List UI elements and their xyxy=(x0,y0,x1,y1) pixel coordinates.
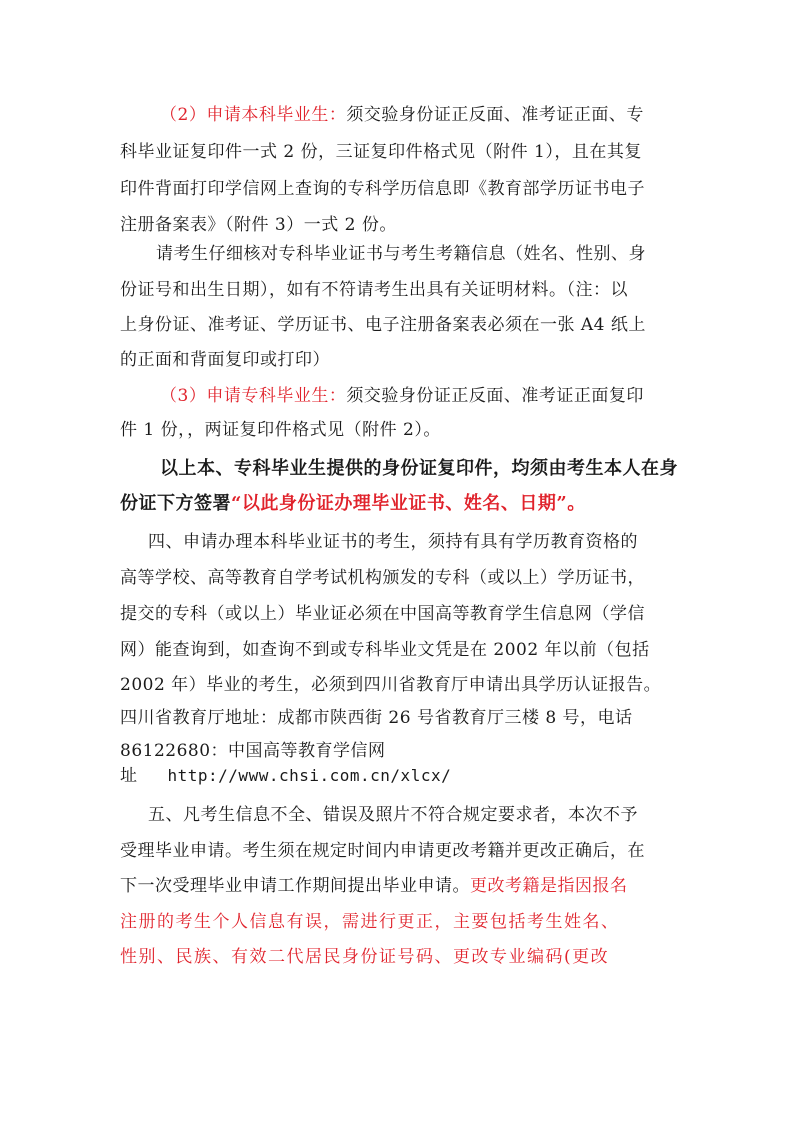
sign-line-1: 以上本、专科毕业生提供的身份证复印件，均须由考生本人在身 xyxy=(160,458,678,479)
p2-line-2: 科毕业证复印件一式 2 份，三证复印件格式见（附件 1），且在其复 xyxy=(120,142,642,162)
s4-line-2: 高等学校、高等教育自学考试机构颁发的专科（或以上）学历证书， xyxy=(120,568,645,588)
p2-line-3: 印件背面打印学信网上查询的专科学历信息即《教育部学历证书电子 xyxy=(120,179,645,199)
s4-line-6: 四川省教育厅地址：成都市陕西街 26 号省教育厅三楼 8 号，电话 xyxy=(120,708,633,728)
s4-line-3: 提交的专科（或以上）毕业证必须在中国高等教育学生信息网（学信 xyxy=(120,604,645,624)
check-line-3: 上身份证、准考证、学历证书、电子注册备案表必须在一张 A4 纸上 xyxy=(120,315,646,335)
s5-line-2: 受理毕业申请。考生须在规定时间内申请更改考籍并更改正确后，在 xyxy=(120,841,645,861)
check-line-1: 请考生仔细核对专科毕业证书与考生考籍信息（姓名、性别、身 xyxy=(156,244,646,264)
s5-line-4: 注册的考生个人信息有误，需进行更正，主要包括考生姓名、 xyxy=(120,912,620,932)
s4-line-8 xyxy=(120,765,451,787)
s4-line-4: 网）能查询到，如查询不到或专科毕业文凭是在 2002 年以前（包括 xyxy=(120,640,650,660)
p2-label: （2）申请本科毕业生： xyxy=(160,105,347,125)
s5-line-1: 五、凡考生信息不全、错误及照片不符合规定要求者，本次不予 xyxy=(148,805,638,825)
s4-url-label: 址 xyxy=(120,766,138,786)
p2-line-1 xyxy=(160,104,644,126)
s4-line-7: 86122680：中国高等教育学信网 xyxy=(120,741,386,761)
p3-label: （3）申请专科毕业生： xyxy=(160,386,347,406)
p3-line-1 xyxy=(160,385,644,407)
s5-line-5: 性别、民族、有效二代居民身份证号码、更改专业编码(更改 xyxy=(120,947,610,967)
check-line-2: 份证号和出生日期），如有不符请考生出具有关证明材料。（注：以 xyxy=(120,280,628,300)
p3-line-2: 件 1 份，，两证复印件格式见（附件 2）。 xyxy=(120,420,441,440)
s4-line-1: 四、申请办理本科毕业证书的考生，须持有具有学历教育资格的 xyxy=(148,532,638,552)
s5-text-black: 下一次受理毕业申请工作期间提出毕业申请。 xyxy=(120,876,470,896)
p3-text-1: 须交验身份证正反面、准考证正面复印 xyxy=(346,386,644,406)
s4-line-5: 2002 年）毕业的考生，必须到四川省教育厅申请出具学历认证报告。 xyxy=(120,675,662,695)
chsi-url-link[interactable]: http://www.chsi.com.cn/xlcx/ xyxy=(167,766,452,785)
sign-text-black: 份证下方签署 xyxy=(120,493,231,514)
sign-text-red: “以此身份证办理毕业证书、姓名、日期”。 xyxy=(231,493,586,514)
p2-text-1: 须交验身份证正反面、准考证正面、专 xyxy=(346,105,644,125)
sign-line-2 xyxy=(120,493,586,515)
s5-line-3 xyxy=(120,875,628,897)
p2-line-4: 注册备案表》（附件 3）一式 2 份。 xyxy=(120,215,397,235)
check-line-4: 的正面和背面复印或打印） xyxy=(120,350,330,370)
s5-text-red: 更改考籍是指因报名 xyxy=(470,876,628,896)
